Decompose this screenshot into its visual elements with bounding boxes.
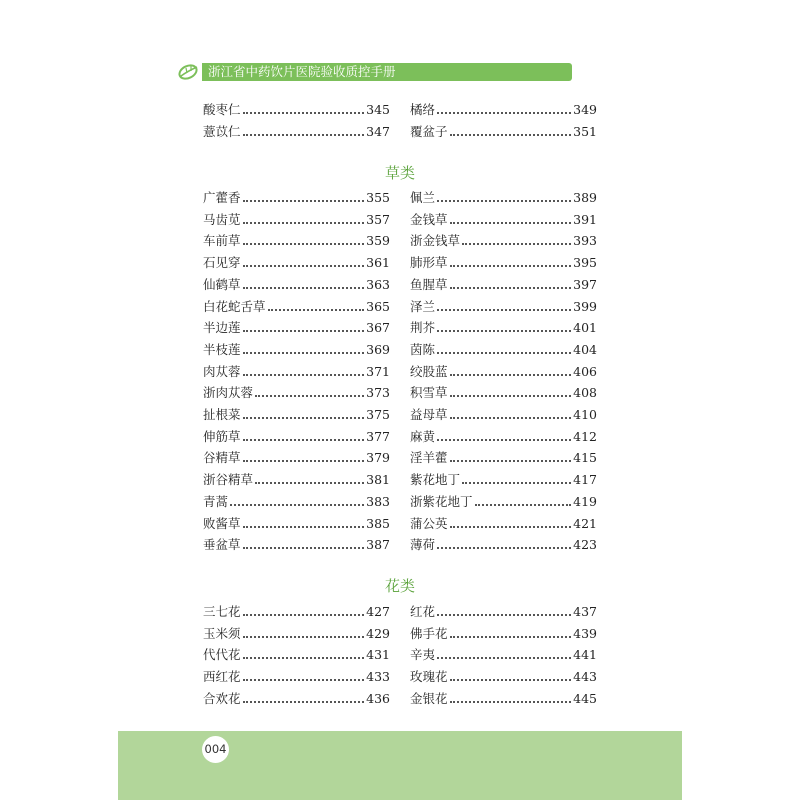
entry-page: 410 [573, 407, 597, 422]
toc-entry[interactable] [203, 406, 390, 424]
entry-page: 404 [573, 341, 597, 357]
entry-name: 淫羊藿 [410, 450, 448, 466]
entry-name: 玫瑰花 [410, 669, 448, 685]
page-number: 004 [202, 736, 229, 763]
toc-entry[interactable] [203, 428, 390, 446]
leader-dots [243, 319, 365, 337]
leader-dots [450, 690, 572, 708]
leader-dots [450, 363, 572, 381]
leader-dots [450, 625, 572, 643]
entry-name: 浙紫花地丁 [410, 493, 473, 509]
entry-page: 391 [573, 211, 597, 227]
entry-name: 仙鹤草 [203, 276, 241, 292]
leader-dots [437, 298, 571, 316]
leader-dots [450, 449, 572, 467]
entry-page: 387 [366, 537, 390, 553]
entry-page: 369 [366, 341, 390, 357]
toc-entry[interactable] [410, 625, 597, 643]
entry-page: 345 [366, 102, 390, 117]
leader-dots [450, 515, 572, 533]
toc-entry[interactable] [410, 363, 597, 381]
toc-entry[interactable] [410, 341, 597, 359]
toc-entry[interactable] [203, 189, 390, 207]
entry-name: 代代花 [203, 647, 241, 663]
entry-name: 扯根菜 [203, 407, 241, 422]
entry-page: 431 [366, 647, 390, 663]
leader-dots [255, 471, 364, 489]
toc-entry[interactable] [203, 471, 390, 489]
toc-entry[interactable] [203, 276, 390, 294]
entry-name: 肺形草 [410, 255, 448, 271]
entry-name: 积雪草 [410, 385, 448, 401]
entry-page: 406 [573, 363, 597, 379]
leader-dots [437, 341, 571, 359]
leader-dots [437, 319, 571, 337]
entry-page: 373 [366, 385, 390, 401]
entry-page: 412 [573, 428, 597, 444]
footer-band [118, 731, 682, 800]
entry-name: 覆盆子 [410, 124, 448, 139]
entry-page: 375 [366, 407, 390, 422]
entry-page: 433 [366, 669, 390, 685]
leader-dots [462, 471, 571, 489]
entry-page: 401 [573, 320, 597, 336]
toc-entry[interactable] [410, 384, 597, 402]
entry-name: 败酱草 [203, 515, 241, 531]
leader-dots [255, 384, 364, 402]
entry-page: 357 [366, 211, 390, 227]
entry-name: 合欢花 [203, 690, 241, 706]
entry-page: 371 [366, 363, 390, 379]
entry-name: 红花 [410, 604, 436, 619]
toc-entry[interactable] [203, 101, 390, 119]
toc-entry[interactable] [203, 625, 390, 643]
entry-page: 415 [573, 450, 597, 466]
entry-page: 423 [573, 537, 597, 553]
leader-dots [243, 341, 365, 359]
leader-dots [450, 406, 572, 424]
toc-entry[interactable] [410, 603, 597, 621]
toc-entry[interactable] [203, 319, 390, 337]
toc-entry[interactable] [410, 493, 597, 511]
entry-name: 橘络 [410, 102, 436, 117]
toc-entry[interactable] [410, 298, 597, 316]
leader-dots [243, 276, 365, 294]
toc-entry[interactable] [410, 189, 597, 207]
leader-dots [243, 625, 365, 643]
entry-name: 垂盆草 [203, 537, 241, 553]
toc-entry[interactable] [410, 690, 597, 708]
toc-entry[interactable] [203, 515, 390, 533]
entry-page: 397 [573, 276, 597, 292]
entry-name: 谷精草 [203, 450, 241, 466]
entry-page: 417 [573, 472, 597, 488]
leader-dots [243, 211, 365, 229]
leader-dots [450, 123, 572, 141]
leader-dots [243, 428, 365, 446]
toc-entry[interactable] [410, 123, 597, 141]
entry-name: 广藿香 [203, 190, 241, 205]
section-title: 花类 [384, 577, 415, 595]
entry-name: 荆芥 [410, 320, 436, 336]
leader-dots [437, 428, 571, 446]
entry-page: 347 [366, 124, 390, 139]
toc-entry[interactable] [203, 646, 390, 664]
entry-name: 石见穿 [203, 255, 241, 271]
toc-entry[interactable] [203, 211, 390, 229]
toc-entry[interactable] [410, 254, 597, 272]
leader-dots [243, 189, 365, 207]
toc-entry[interactable] [410, 449, 597, 467]
entry-page: 385 [366, 515, 390, 531]
entry-name: 青蒿 [203, 493, 229, 509]
toc-entry[interactable] [203, 536, 390, 554]
entry-name: 玉米须 [203, 625, 241, 641]
entry-name: 薄荷 [410, 537, 436, 553]
toc-entry[interactable] [203, 668, 390, 686]
leader-dots [243, 646, 365, 664]
toc-entry[interactable] [203, 384, 390, 402]
header-title: 浙江省中药饮片医院验收质控手册 [202, 63, 572, 81]
entry-name: 紫花地丁 [410, 472, 461, 488]
entry-name: 半枝莲 [203, 341, 241, 357]
toc-entry[interactable] [410, 319, 597, 337]
entry-name: 酸枣仁 [203, 102, 241, 117]
toc-entry[interactable] [410, 101, 597, 119]
entry-name: 佩兰 [410, 190, 436, 205]
leader-dots [243, 515, 365, 533]
entry-name: 绞股蓝 [410, 363, 448, 379]
entry-name: 白花蛇舌草 [203, 298, 266, 314]
leader-dots [243, 406, 365, 424]
entry-page: 439 [573, 625, 597, 641]
entry-page: 421 [573, 515, 597, 531]
entry-name: 车前草 [203, 233, 241, 249]
toc-entry[interactable] [410, 668, 597, 686]
leader-dots [243, 668, 365, 686]
entry-page: 408 [573, 385, 597, 401]
leader-dots [450, 254, 572, 272]
toc-entry[interactable] [410, 515, 597, 533]
entry-name: 金钱草 [410, 211, 448, 227]
section-title: 草类 [384, 164, 415, 182]
toc-entry[interactable] [410, 211, 597, 229]
entry-name: 辛夷 [410, 647, 436, 663]
entry-name: 半边莲 [203, 320, 241, 336]
toc-entry[interactable] [203, 690, 390, 708]
toc-entry[interactable] [203, 232, 390, 250]
leader-dots [243, 254, 365, 272]
entry-page: 437 [573, 604, 597, 619]
entry-name: 伸筋草 [203, 428, 241, 444]
toc-entry[interactable] [203, 298, 390, 316]
entry-name: 浙肉苁蓉 [203, 385, 254, 401]
entry-page: 365 [366, 298, 390, 314]
leader-dots [475, 493, 572, 511]
toc-entry[interactable] [410, 536, 597, 554]
entry-page: 355 [366, 190, 390, 205]
toc-entry[interactable] [203, 254, 390, 272]
entry-page: 359 [366, 233, 390, 249]
leader-dots [243, 363, 365, 381]
leader-dots [450, 211, 572, 229]
entry-page: 389 [573, 190, 597, 205]
entry-page: 441 [573, 647, 597, 663]
entry-name: 西红花 [203, 669, 241, 685]
leader-dots [243, 101, 365, 119]
entry-name: 麻黄 [410, 428, 436, 444]
leader-dots [243, 232, 365, 250]
entry-page: 377 [366, 428, 390, 444]
entry-name: 益母草 [410, 407, 448, 422]
toc-entry[interactable] [410, 276, 597, 294]
entry-page: 445 [573, 690, 597, 706]
leader-dots [450, 384, 572, 402]
entry-page: 436 [366, 690, 390, 706]
entry-name: 蒲公英 [410, 515, 448, 531]
entry-page: 429 [366, 625, 390, 641]
entry-page: 351 [573, 124, 597, 139]
leader-dots [437, 536, 571, 554]
toc-entry[interactable] [410, 406, 597, 424]
entry-page: 367 [366, 320, 390, 336]
toc-entry[interactable] [203, 449, 390, 467]
leader-dots [243, 603, 365, 621]
entry-page: 381 [366, 472, 390, 488]
leader-dots [450, 276, 572, 294]
leader-dots [243, 449, 365, 467]
entry-page: 363 [366, 276, 390, 292]
leader-dots [243, 536, 365, 554]
entry-name: 马齿苋 [203, 211, 241, 227]
entry-page: 419 [573, 493, 597, 509]
entry-page: 349 [573, 102, 597, 117]
entry-name: 金银花 [410, 690, 448, 706]
entry-page: 399 [573, 298, 597, 314]
toc-entry[interactable] [203, 493, 390, 511]
entry-name: 薏苡仁 [203, 124, 241, 139]
entry-name: 茵陈 [410, 341, 436, 357]
entry-name: 鱼腥草 [410, 276, 448, 292]
toc-entry[interactable] [203, 123, 390, 141]
toc-entry[interactable] [203, 341, 390, 359]
entry-page: 443 [573, 669, 597, 685]
toc-entry[interactable] [410, 428, 597, 446]
entry-name: 泽兰 [410, 298, 436, 314]
leader-dots [450, 668, 572, 686]
leader-dots [437, 646, 571, 664]
toc-entry[interactable] [410, 232, 597, 250]
entry-page: 427 [366, 604, 390, 619]
entry-page: 379 [366, 450, 390, 466]
entry-page: 395 [573, 255, 597, 271]
leader-dots [462, 232, 571, 250]
leader-dots [230, 493, 364, 511]
entry-page: 361 [366, 255, 390, 271]
leader-dots [268, 298, 365, 316]
toc-entry[interactable] [203, 363, 390, 381]
toc-entry[interactable] [410, 471, 597, 489]
entry-name: 浙谷精草 [203, 472, 254, 488]
entry-name: 浙金钱草 [410, 233, 461, 249]
toc-entry[interactable] [410, 646, 597, 664]
entry-name: 佛手花 [410, 625, 448, 641]
leaf-logo-icon [178, 60, 202, 82]
entry-name: 肉苁蓉 [203, 363, 241, 379]
leader-dots [243, 123, 365, 141]
entry-page: 393 [573, 233, 597, 249]
toc-entry[interactable] [203, 603, 390, 621]
leader-dots [243, 690, 365, 708]
leader-dots [437, 189, 571, 207]
entry-page: 383 [366, 493, 390, 509]
leader-dots [437, 603, 571, 621]
entry-name: 三七花 [203, 604, 241, 619]
leader-dots [437, 101, 571, 119]
